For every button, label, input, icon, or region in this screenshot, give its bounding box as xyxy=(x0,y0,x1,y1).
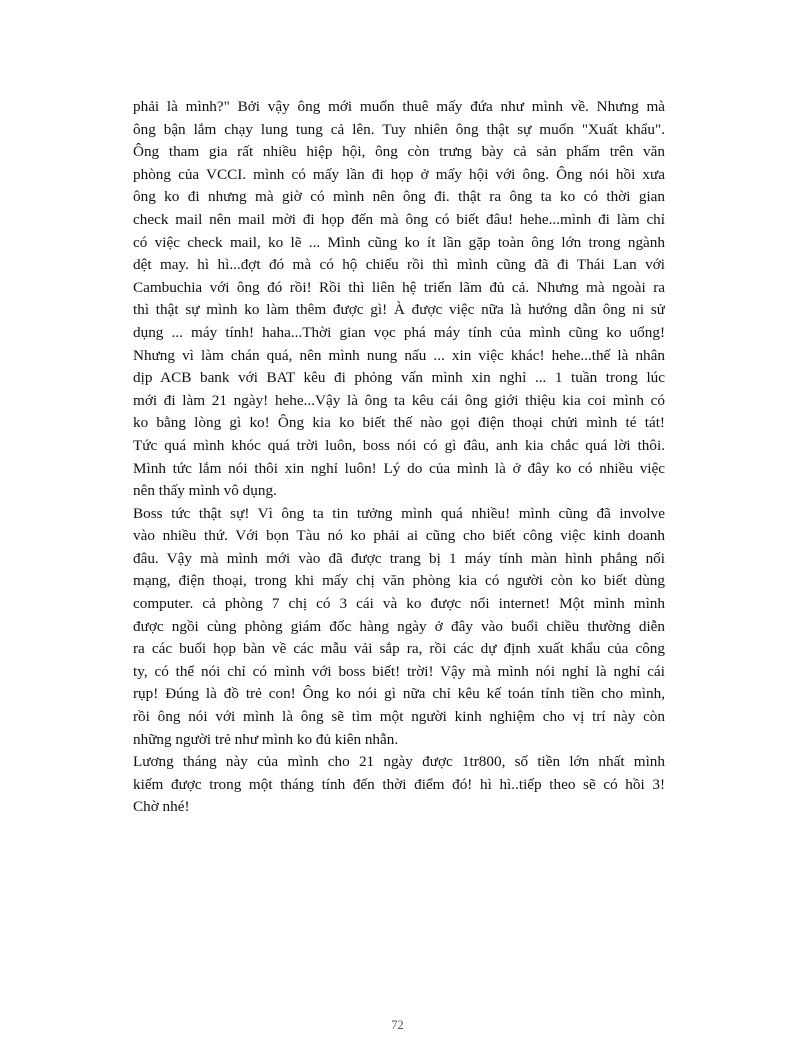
text-line: rụp! Đúng là đồ trẻ con! Ông ko nói gì nữa chỉ kêu kế toán tính tiền cho mình, xyxy=(133,685,665,703)
text-line: đâu. Vậy mà mình mới vào đã được trang bị 1 máy tính màn hình phẳng nối xyxy=(133,549,665,567)
body-text xyxy=(133,96,665,819)
text-line: mới đi làm 21 ngày! hehe...Vậy là ông ta kêu cái ông giới thiệu kia coi mình có xyxy=(133,391,665,409)
text-line: ko bằng lòng gì ko! Ông kia ko biết thế nào gọi điện thoại chửi mình té tát! xyxy=(133,414,665,432)
text-line: thì thật sự mình ko làm thêm được gì! À được việc nữa là hướng dẫn ông ni sử xyxy=(133,301,665,319)
text-line: ra các buổi họp bàn về các mẫu vải sắp ra, rồi các dự định xuất khẩu của công xyxy=(133,640,665,658)
text-line: Lương tháng này của mình cho 21 ngày được 1tr800, số tiền lớn nhất mình xyxy=(133,753,665,771)
text-line: Boss tức thật sự! Vì ông ta tin tưởng mình quá nhiều! mình cũng đã involve xyxy=(133,504,665,522)
text-line: Cambuchia với ông đó rồi! Rồi thì liên hệ triển lãm đủ cả. Nhưng mà ngoài ra xyxy=(133,278,665,296)
text-line: ông ko đi nhưng mà giờ có mình nên ông đi. thật ra ông ta ko có thời gian xyxy=(133,188,665,206)
text-line: phải là mình?" Bởi vậy ông mới muốn thuê mấy đứa như mình về. Nhưng mà xyxy=(133,98,665,115)
text-line: kiếm được trong một tháng tính đến thời điểm đó! hì hì..tiếp theo sẽ có hồi 3! xyxy=(133,775,665,793)
text-line: dệt may. hì hì...đợt đó mà có hộ chiếu rồi thì mình cũng đã đi Thái Lan với xyxy=(133,256,665,274)
text-line: Tức quá mình khóc quá trời luôn, boss nói có gì đâu, anh kia chắc quá lời thôi. xyxy=(133,436,665,454)
text-line: Mình tức lắm nói thôi xin nghỉ luôn! Lý do của mình là ở đây ko có nhiều việc xyxy=(133,459,665,477)
text-line: được ngồi cùng phòng giám đốc hàng ngày ở đây vào buổi chiều thường diễn xyxy=(133,617,665,635)
text-line: check mail nên mail mời đi họp đến mà ông có biết đâu! hehe...mình đi làm chỉ xyxy=(133,210,665,228)
text-line: Chờ nhé! xyxy=(133,798,190,816)
text-line: computer. cả phòng 7 chị có 3 cái và ko được nối internet! Một mình mình xyxy=(133,595,665,613)
text-line: rồi ông nói với mình là ông sẽ tìm một người kinh nghiệm cho vị trí này còn xyxy=(133,708,665,726)
text-line: dịp ACB bank với BAT kêu đi phỏng vấn mình xin nghỉ ... 1 tuần trong lúc xyxy=(133,369,665,387)
text-line: phòng của VCCI. mình có mấy lần đi họp ở mấy hội với ông. Ông nói hồi xưa xyxy=(133,165,665,183)
text-line: ty, có thể nói chỉ có mình với boss biết! trời! Vậy mà mình nói nghỉ là nghỉ cái xyxy=(133,662,665,680)
text-line: nên thấy mình vô dụng. xyxy=(133,482,277,500)
text-line: có việc check mail, ko lẽ ... Mình cũng ko ít lần gặp toàn ông lớn trong ngành xyxy=(133,233,665,251)
text-line: mạng, điện thoại, trong khi mấy chị văn phòng kia có người còn ko biết dùng xyxy=(133,572,665,590)
text-line: những người trẻ như mình ko đủ kiên nhẫn. xyxy=(133,730,399,748)
text-line: vào nhiều thứ. Với bọn Tàu nó ko phải ai cũng cho biết công việc kinh doanh xyxy=(133,527,665,545)
text-line: ông bận lắm chạy lung tung cả lên. Tuy nhiên ông thật sự muốn "Xuất khẩu". xyxy=(133,120,665,138)
page-number: 72 xyxy=(391,1018,404,1032)
text-line: Ông tham gia rất nhiều hiệp hội, ông còn trưng bày cả sản phẩm trên văn xyxy=(133,143,665,161)
text-line: Nhưng vì làm chán quá, nên mình nung nấu ... xin việc khác! hehe...thế là nhân xyxy=(133,346,665,364)
text-line: dụng ... máy tính! haha...Thời gian vọc phá máy tính của mình cũng ko uổng! xyxy=(133,323,665,341)
